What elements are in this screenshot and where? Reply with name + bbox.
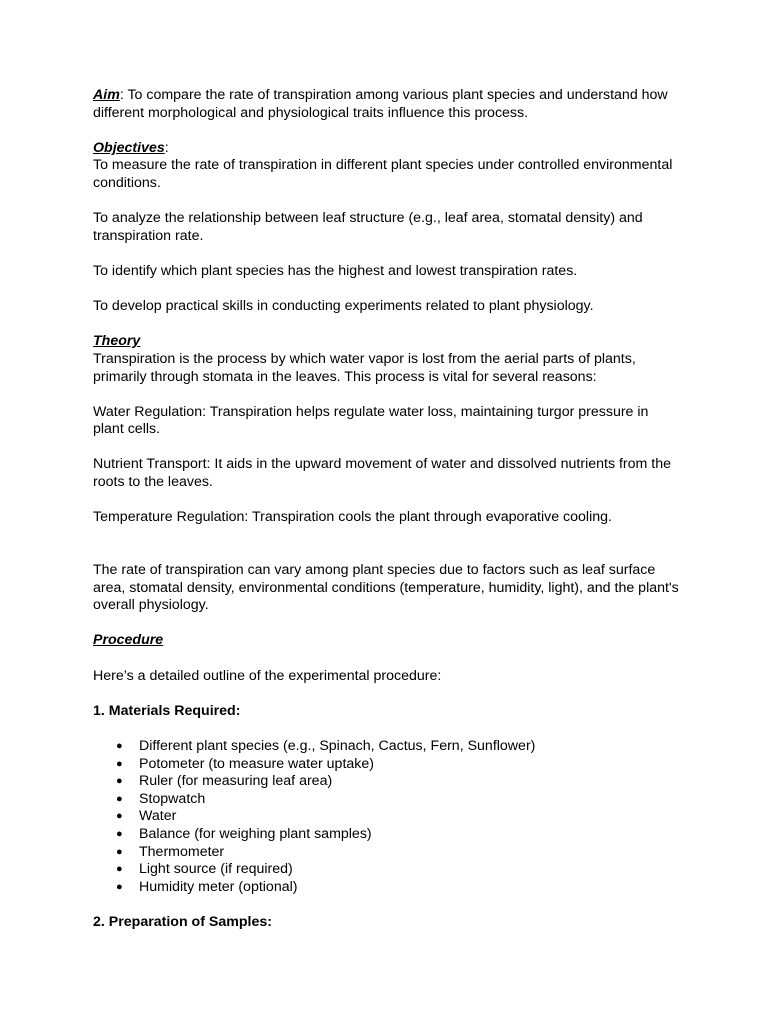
list-item (93, 773, 683, 791)
procedure-section (93, 632, 683, 931)
list-item (93, 756, 683, 774)
list-item (93, 826, 683, 844)
list-item (93, 791, 683, 809)
aim-paragraph (93, 87, 683, 122)
objective-item: To analyze the relationship between leaf structure (e.g., leaf area, stomatal density) and transpiration rate. (93, 210, 643, 244)
theory-intro: Transpiration is the process by which water vapor is lost from the aerial parts of plants, primarily through stomata in the leaves. This process is vital for several reasons: (93, 350, 636, 385)
theory-point: Nutrient Transport: It aids in the upward movement of water and dissolved nutrients from the roots to the leaves. (93, 456, 672, 491)
materials-list (93, 738, 683, 896)
bullet-icon: ● (116, 792, 123, 805)
objective-item: To identify which plant species has the highest and lowest transpiration rates. (93, 262, 578, 279)
bullet-icon: ● (116, 827, 123, 840)
material-label: Humidity meter (optional) (139, 878, 298, 895)
list-item (93, 879, 683, 897)
step-2-title: 2. Preparation of Samples: (93, 913, 272, 930)
bullet-icon: ● (116, 845, 123, 858)
material-label: Thermometer (139, 843, 225, 860)
blank-line (93, 544, 683, 562)
aim-text: : To compare the rate of transpiration among various plant species and understand how different morphological and physiological traits influence this process. (93, 87, 668, 121)
objectives-heading: Objectives (93, 139, 165, 156)
list-item (93, 808, 683, 826)
list-item (93, 844, 683, 862)
material-label: Water (139, 808, 177, 825)
document-page (93, 87, 683, 949)
bullet-icon: ● (116, 757, 123, 770)
objectives-heading-line (93, 140, 683, 158)
theory-point: Water Regulation: Transpiration helps regulate water loss, maintaining turgor pressure in plant cells. (93, 403, 649, 438)
material-label: Potometer (to measure water uptake) (139, 755, 374, 772)
bullet-icon: ● (116, 880, 123, 893)
material-label: Ruler (for measuring leaf area) (139, 773, 333, 790)
procedure-heading: Procedure (93, 632, 164, 649)
list-item (93, 861, 683, 879)
objective-item: To measure the rate of transpiration in different plant species under controlled environmental conditions. (93, 157, 673, 191)
objectives-heading-suffix: : (164, 139, 169, 156)
objective-item: To develop practical skills in conducting experiments related to plant physiology. (93, 298, 594, 315)
material-label: Light source (if required) (139, 861, 293, 878)
theory-closing: The rate of transpiration can vary among plant species due to factors such as leaf surface area, stomatal density, environmental conditions (temperature, humidity, light), and the plant's overall physiology. (93, 562, 679, 614)
objectives-section (93, 140, 683, 316)
theory-heading: Theory (93, 333, 141, 350)
bullet-icon: ● (116, 863, 123, 876)
material-label: Different plant species (e.g., Spinach, Cactus, Fern, Sunflower) (139, 737, 536, 754)
bullet-icon: ● (116, 810, 123, 823)
material-label: Balance (for weighing plant samples) (139, 825, 372, 842)
bullet-icon: ● (116, 775, 123, 788)
aim-heading: Aim (93, 87, 120, 103)
procedure-intro: Here’s a detailed outline of the experimental procedure: (93, 667, 442, 684)
bullet-icon: ● (116, 739, 123, 752)
step-1-title: 1. Materials Required: (93, 702, 241, 719)
theory-point: Temperature Regulation: Transpiration cools the plant through evaporative cooling. (93, 509, 612, 526)
theory-section (93, 333, 683, 615)
material-label: Stopwatch (139, 790, 206, 807)
list-item (93, 738, 683, 756)
